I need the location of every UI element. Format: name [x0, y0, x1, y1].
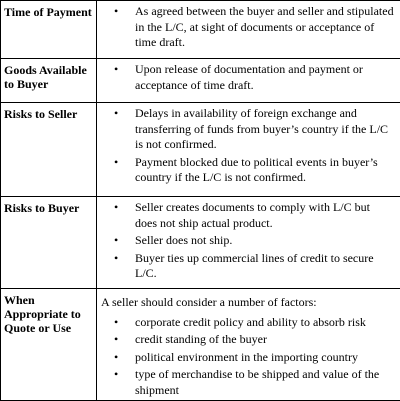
- row-label: Risks to Buyer: [1, 197, 97, 289]
- list-item: • Delays in availability of foreign exchange and transferring of funds from buyer’s country if the L/C is not confirmed.: [97, 106, 394, 153]
- list-item: • type of merchandise to be shipped and value of the shipment: [97, 367, 394, 398]
- list-item: • Payment blocked due to political events in buyer’s country if the L/C is not confirmed.: [97, 155, 394, 186]
- bullet-list: [97, 315, 394, 399]
- bullet-list: [97, 4, 394, 51]
- list-item: • Seller creates documents to comply with L/C but does not ship actual product.: [97, 200, 394, 231]
- bullet-list: [97, 62, 394, 93]
- list-item: • Buyer ties up commercial lines of credit to secure L/C.: [97, 251, 394, 282]
- row-content: [97, 59, 400, 103]
- row-label: When Appropriate to Quote or Use: [1, 289, 97, 401]
- table-row: [1, 197, 400, 289]
- list-item: • Upon release of documentation and payment or acceptance of time draft.: [97, 62, 394, 93]
- row-content: [97, 1, 400, 59]
- row-label: Time of Payment: [1, 1, 97, 59]
- row-content: [97, 289, 400, 401]
- table-row: [1, 289, 400, 401]
- list-item: • political environment in the importing country: [97, 350, 394, 366]
- row-label: Risks to Seller: [1, 103, 97, 197]
- row-content: [97, 103, 400, 197]
- list-item: • credit standing of the buyer: [97, 332, 394, 348]
- factors-intro: A seller should consider a number of factors:: [97, 295, 394, 311]
- bullet-list: [97, 200, 394, 282]
- table-row: [1, 103, 400, 197]
- table-row: [1, 59, 400, 103]
- row-content: [97, 197, 400, 289]
- list-item: • Seller does not ship.: [97, 233, 394, 249]
- bullet-list: [97, 106, 394, 186]
- table-row: [1, 1, 400, 59]
- row-label: Goods Available to Buyer: [1, 59, 97, 103]
- list-item: • As agreed between the buyer and seller and stipulated in the L/C, at sight of documents or acceptance of time draft.: [97, 4, 394, 51]
- list-item: • corporate credit policy and ability to absorb risk: [97, 315, 394, 331]
